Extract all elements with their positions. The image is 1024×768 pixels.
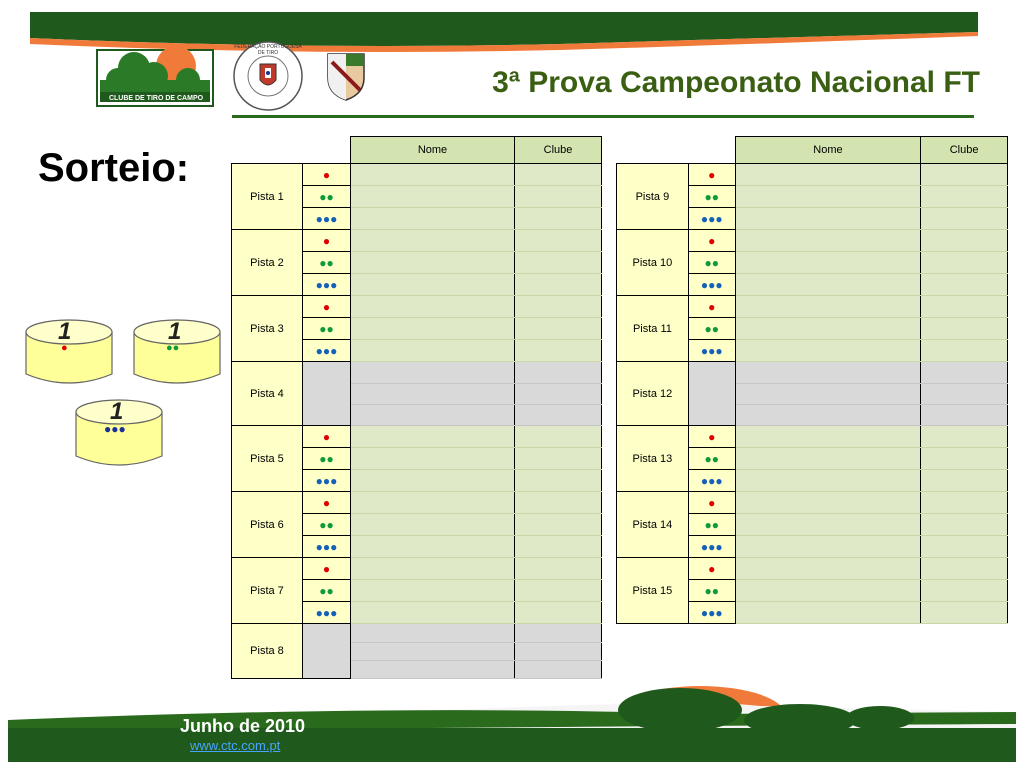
clube-cell[interactable] <box>921 296 1008 318</box>
red-dot-icon: ● <box>708 167 716 182</box>
nome-cell[interactable] <box>351 340 515 362</box>
red-dot-icon: ● <box>708 561 716 576</box>
nome-cell[interactable] <box>735 362 920 384</box>
green-dots-icon: ●● <box>704 255 720 270</box>
drum-blue-number: 1 <box>110 398 124 425</box>
table-row <box>617 558 1008 580</box>
nome-cell[interactable] <box>351 362 515 384</box>
red-dot-icon: ● <box>708 429 716 444</box>
green-dots-icon: ●● <box>704 451 720 466</box>
blue-dots-icon: ●●● <box>315 605 338 620</box>
clube-cell[interactable] <box>515 558 602 580</box>
clube-cell[interactable] <box>921 558 1008 580</box>
table-row <box>617 296 1008 318</box>
clube-cell[interactable] <box>515 208 602 230</box>
pista-label: Pista 13 <box>617 426 689 492</box>
draw-slot <box>303 252 351 274</box>
draw-slot <box>303 624 351 643</box>
red-dot-icon: ● <box>322 561 331 576</box>
green-dots-icon: ●● <box>319 451 334 466</box>
nome-cell[interactable] <box>735 470 920 492</box>
clube-cell[interactable] <box>921 426 1008 448</box>
clube-cell[interactable] <box>921 404 1008 426</box>
nome-cell[interactable] <box>351 642 515 660</box>
page-title: 3ª Prova Campeonato Nacional FT <box>492 66 980 99</box>
clube-cell[interactable] <box>515 642 602 660</box>
right-draw-table <box>616 136 1008 624</box>
column-header-nome: Nome <box>351 137 515 164</box>
clube-cell[interactable] <box>515 318 602 340</box>
green-dots-icon: ●● <box>319 255 334 270</box>
nome-cell[interactable] <box>351 274 515 296</box>
table-row <box>617 362 1008 384</box>
clube-cell[interactable] <box>515 340 602 362</box>
column-header-nome: Nome <box>735 137 920 164</box>
nome-cell[interactable] <box>735 164 920 186</box>
clube-cell[interactable] <box>515 492 602 514</box>
nome-cell[interactable] <box>735 383 920 404</box>
nome-cell[interactable] <box>351 470 515 492</box>
header-spacer <box>617 137 736 164</box>
nome-cell[interactable] <box>351 536 515 558</box>
nome-cell[interactable] <box>351 448 515 470</box>
clube-cell[interactable] <box>515 164 602 186</box>
clube-cell[interactable] <box>921 362 1008 384</box>
blue-dots-icon: ●●● <box>315 539 338 554</box>
draw-slot <box>688 602 735 624</box>
green-dots-icon: ●● <box>704 517 720 532</box>
clube-cell[interactable] <box>515 186 602 208</box>
pista-label: Pista 2 <box>232 230 303 296</box>
clube-cell[interactable] <box>921 383 1008 404</box>
clube-cell[interactable] <box>515 448 602 470</box>
blue-dots-icon: ●●● <box>700 277 723 292</box>
draw-slot <box>688 186 735 208</box>
nome-cell[interactable] <box>351 230 515 252</box>
nome-cell[interactable] <box>351 660 515 679</box>
pista-label: Pista 3 <box>232 296 303 362</box>
draw-slot <box>688 492 735 514</box>
nome-cell[interactable] <box>351 296 515 318</box>
draw-slot <box>303 426 351 448</box>
draw-slot <box>303 274 351 296</box>
draw-slot <box>303 208 351 230</box>
pista-label: Pista 12 <box>617 362 689 426</box>
red-dot-icon: ● <box>322 299 331 314</box>
green-dots-icon: ●● <box>704 189 720 204</box>
pista-label: Pista 15 <box>617 558 689 624</box>
pista-label: Pista 5 <box>232 426 303 492</box>
blue-dots-icon: ●●● <box>315 277 338 292</box>
draw-slot <box>303 642 351 660</box>
table-row <box>232 164 602 186</box>
draw-slot <box>688 340 735 362</box>
nome-cell[interactable] <box>351 318 515 340</box>
clube-cell[interactable] <box>921 514 1008 536</box>
clube-cell[interactable] <box>921 318 1008 340</box>
nome-cell[interactable] <box>735 274 920 296</box>
drum-red-number: 1 <box>58 318 72 345</box>
nome-cell[interactable] <box>351 186 515 208</box>
nome-cell[interactable] <box>735 536 920 558</box>
nome-cell[interactable] <box>735 404 920 426</box>
sorteio-heading: Sorteio: <box>38 146 190 190</box>
draw-slot <box>303 383 351 404</box>
nome-cell[interactable] <box>351 492 515 514</box>
nome-cell[interactable] <box>351 558 515 580</box>
nome-cell[interactable] <box>735 514 920 536</box>
blue-dots-icon: ●●● <box>315 343 338 358</box>
draw-slot <box>303 580 351 602</box>
green-dots-icon: ●● <box>319 321 334 336</box>
draw-slot <box>688 230 735 252</box>
blue-dots-icon: ●●● <box>700 539 723 554</box>
nome-cell[interactable] <box>351 602 515 624</box>
table-row <box>232 426 602 448</box>
green-dots-icon: ●● <box>704 583 720 598</box>
clube-cell[interactable] <box>515 362 602 384</box>
clube-cell[interactable] <box>921 580 1008 602</box>
clube-cell[interactable] <box>515 602 602 624</box>
clube-cell[interactable] <box>515 624 602 643</box>
nome-cell[interactable] <box>735 340 920 362</box>
clube-cell[interactable] <box>921 470 1008 492</box>
nome-cell[interactable] <box>735 230 920 252</box>
draw-slot <box>688 514 735 536</box>
nome-cell[interactable] <box>735 252 920 274</box>
title-divider <box>232 115 974 118</box>
draw-slot <box>688 296 735 318</box>
clube-cell[interactable] <box>515 660 602 679</box>
table-row <box>232 558 602 580</box>
draw-slot <box>303 340 351 362</box>
federation-seal-text: FEDERAÇÃO PORTUGUESA DE TIRO <box>234 44 302 56</box>
nome-cell[interactable] <box>735 580 920 602</box>
clube-cell[interactable] <box>515 470 602 492</box>
nome-cell[interactable] <box>351 164 515 186</box>
nome-cell[interactable] <box>735 318 920 340</box>
clube-cell[interactable] <box>921 274 1008 296</box>
draw-slot <box>303 514 351 536</box>
blue-dots-icon: ●●● <box>315 211 338 226</box>
clube-cell[interactable] <box>921 164 1008 186</box>
draw-slot <box>688 536 735 558</box>
drum-green-dots: ●● <box>166 342 180 354</box>
nome-cell[interactable] <box>351 404 515 426</box>
nome-cell[interactable] <box>351 580 515 602</box>
footer-date: Junho de 2010 <box>180 716 306 736</box>
draw-slot <box>303 470 351 492</box>
draw-slot <box>688 404 735 426</box>
drum-blue-dots: ●●● <box>104 422 126 436</box>
table-row <box>232 624 602 643</box>
left-draw-table <box>231 136 602 679</box>
nome-cell[interactable] <box>735 558 920 580</box>
table-row <box>232 362 602 384</box>
table-row <box>232 296 602 318</box>
footer-link[interactable]: www.ctc.com.pt <box>190 738 281 753</box>
draw-slot <box>303 230 351 252</box>
draw-slot <box>303 492 351 514</box>
table-row <box>617 230 1008 252</box>
draw-slot <box>303 448 351 470</box>
draw-slot <box>303 296 351 318</box>
table-row <box>617 492 1008 514</box>
red-dot-icon: ● <box>708 299 716 314</box>
draw-slot <box>303 164 351 186</box>
draw-slot <box>303 660 351 679</box>
nome-cell[interactable] <box>351 624 515 643</box>
footer-band <box>0 680 1024 768</box>
nome-cell[interactable] <box>735 186 920 208</box>
draw-slot <box>303 404 351 426</box>
clube-cell[interactable] <box>921 230 1008 252</box>
blue-dots-icon: ●●● <box>700 473 723 488</box>
clube-cell[interactable] <box>515 426 602 448</box>
blue-dots-icon: ●●● <box>700 211 723 226</box>
clube-cell[interactable] <box>515 252 602 274</box>
pista-label: Pista 1 <box>232 164 303 230</box>
clube-cell[interactable] <box>515 580 602 602</box>
clube-cell[interactable] <box>515 230 602 252</box>
draw-slot <box>688 274 735 296</box>
draw-slot <box>688 426 735 448</box>
pista-label: Pista 9 <box>617 164 689 230</box>
green-dots-icon: ●● <box>704 321 720 336</box>
clube-cell[interactable] <box>515 404 602 426</box>
pista-label: Pista 4 <box>232 362 303 426</box>
pista-label: Pista 10 <box>617 230 689 296</box>
nome-cell[interactable] <box>735 448 920 470</box>
draw-slot <box>688 208 735 230</box>
draw-slot <box>688 362 735 384</box>
red-dot-icon: ● <box>708 495 716 510</box>
draw-slot <box>688 318 735 340</box>
draw-slot <box>303 318 351 340</box>
club-logo-text: CLUBE DE TIRO DE CAMPO <box>108 95 204 102</box>
clube-cell[interactable] <box>515 536 602 558</box>
clube-cell[interactable] <box>515 274 602 296</box>
draw-slot <box>303 602 351 624</box>
pista-label: Pista 14 <box>617 492 689 558</box>
draw-slot <box>303 362 351 384</box>
table-row <box>232 230 602 252</box>
nome-cell[interactable] <box>735 426 920 448</box>
drum-green-number: 1 <box>168 318 182 345</box>
draw-slot <box>303 186 351 208</box>
red-dot-icon: ● <box>322 429 331 444</box>
clube-cell[interactable] <box>921 186 1008 208</box>
clube-cell[interactable] <box>921 252 1008 274</box>
clube-cell[interactable] <box>515 383 602 404</box>
red-dot-icon: ● <box>322 233 331 248</box>
nome-cell[interactable] <box>735 208 920 230</box>
shield-icon <box>326 52 366 102</box>
blue-dots-icon: ●●● <box>700 343 723 358</box>
nome-cell[interactable] <box>351 514 515 536</box>
clube-cell[interactable] <box>921 536 1008 558</box>
nome-cell[interactable] <box>351 252 515 274</box>
green-dots-icon: ●● <box>319 583 334 598</box>
drum-red-dots: ● <box>61 342 68 354</box>
nome-cell[interactable] <box>351 208 515 230</box>
column-header-clube: Clube <box>515 137 602 164</box>
draw-slot <box>688 164 735 186</box>
draw-slot <box>688 383 735 404</box>
clube-cell[interactable] <box>921 492 1008 514</box>
pista-label: Pista 8 <box>232 624 303 679</box>
clube-cell[interactable] <box>921 448 1008 470</box>
header-spacer <box>232 137 351 164</box>
green-dots-icon: ●● <box>319 189 334 204</box>
pista-label: Pista 6 <box>232 492 303 558</box>
pista-label: Pista 7 <box>232 558 303 624</box>
table-row <box>232 492 602 514</box>
nome-cell[interactable] <box>735 492 920 514</box>
nome-cell[interactable] <box>351 383 515 404</box>
clube-cell[interactable] <box>515 514 602 536</box>
nome-cell[interactable] <box>735 296 920 318</box>
pista-label: Pista 11 <box>617 296 689 362</box>
draw-slot <box>688 448 735 470</box>
green-dots-icon: ●● <box>319 517 334 532</box>
column-header-clube: Clube <box>921 137 1008 164</box>
clube-cell[interactable] <box>515 296 602 318</box>
clube-cell[interactable] <box>921 208 1008 230</box>
blue-dots-icon: ●●● <box>700 605 723 620</box>
clube-cell[interactable] <box>921 340 1008 362</box>
red-dot-icon: ● <box>322 495 331 510</box>
draw-slot <box>688 252 735 274</box>
draw-slot <box>688 470 735 492</box>
draw-slot <box>688 558 735 580</box>
draw-slot <box>303 558 351 580</box>
blue-dots-icon: ●●● <box>315 473 338 488</box>
nome-cell[interactable] <box>351 426 515 448</box>
red-dot-icon: ● <box>708 233 716 248</box>
draw-slot <box>303 536 351 558</box>
clube-cell[interactable] <box>921 602 1008 624</box>
nome-cell[interactable] <box>735 602 920 624</box>
table-row <box>617 426 1008 448</box>
draw-slot <box>688 580 735 602</box>
red-dot-icon: ● <box>322 167 331 182</box>
table-row <box>617 164 1008 186</box>
